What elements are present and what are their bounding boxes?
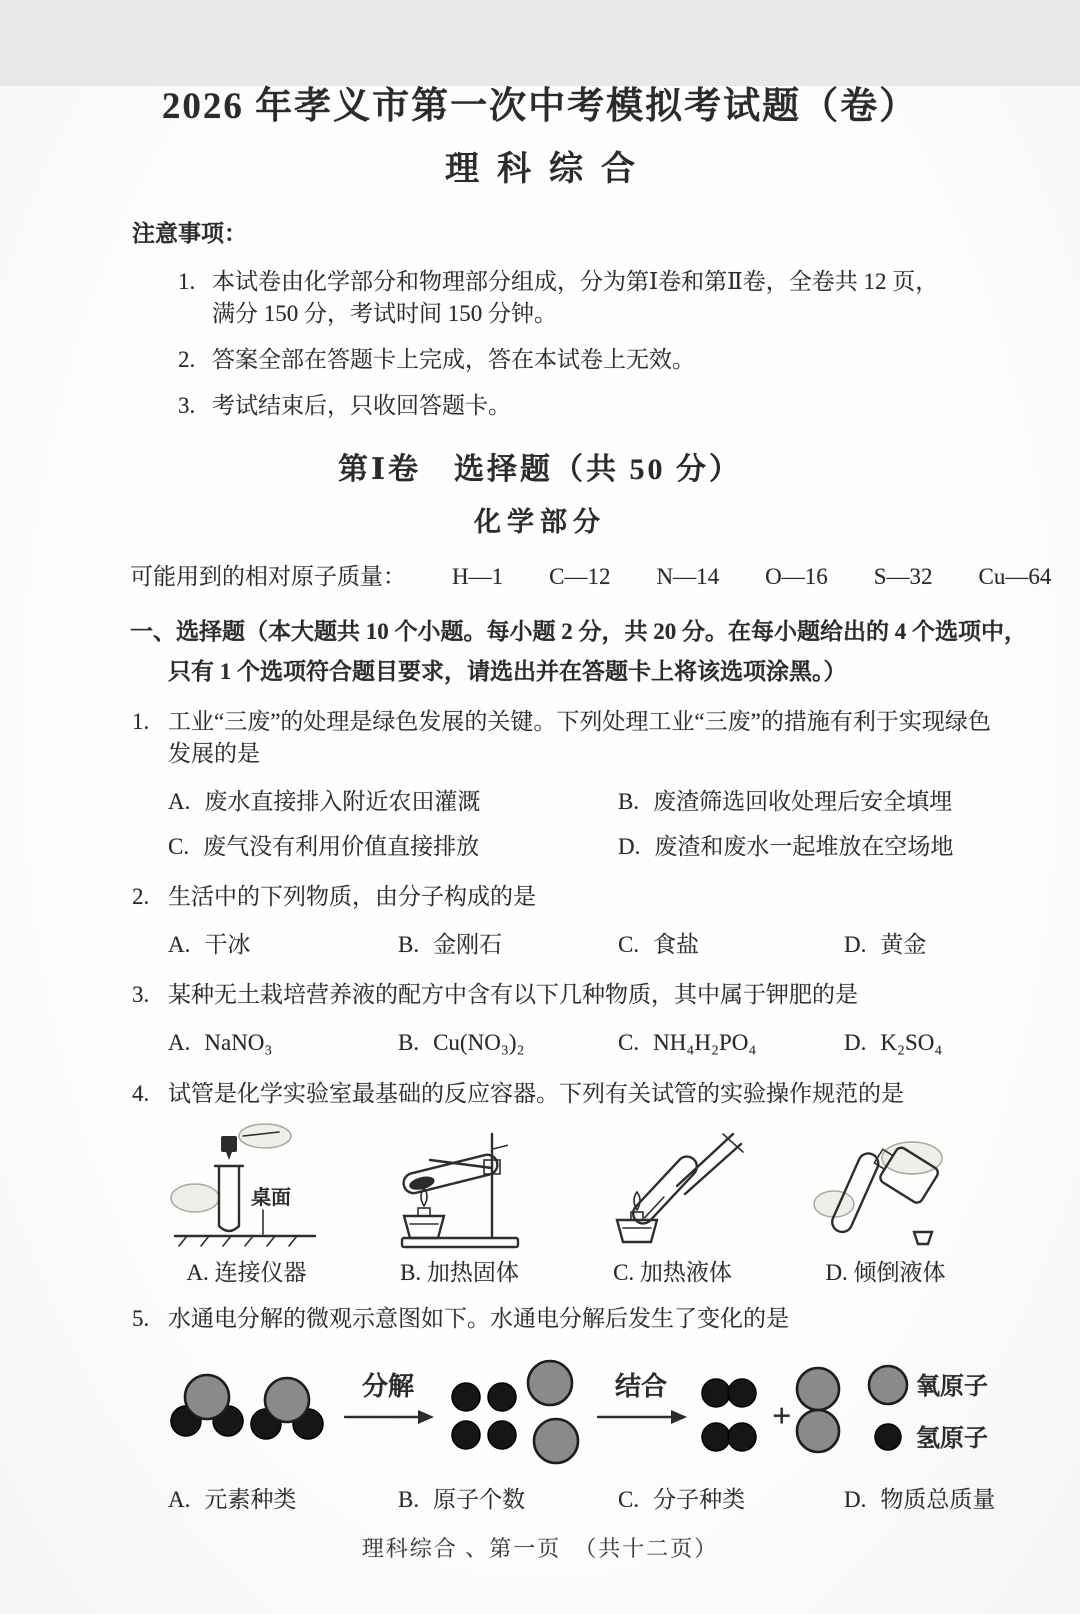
figure-heat-solid (353, 1120, 566, 1287)
option-label: A. (168, 789, 191, 815)
option-text-formula: NH₄H₂PO₄ (653, 1030, 757, 1056)
bottle-stopper-icon (914, 1232, 932, 1244)
atomic-mass-N: N—14 (656, 564, 720, 590)
atomic-mass-O: O—16 (765, 564, 828, 590)
question-text: 某种无土栽培营养液的配方中含有以下几种物质，其中属于钾肥的是 (168, 982, 858, 1008)
oxygen-legend-label: 氧原子 (916, 1373, 988, 1400)
option-label: A. (168, 931, 191, 957)
option-label: D. (844, 1486, 867, 1512)
option-b (398, 1484, 618, 1516)
question-1-options-row-2 (168, 831, 1080, 863)
water-molecule (171, 1375, 243, 1436)
table-surface-label: 桌面 (250, 1186, 291, 1209)
option-text: 黄金 (880, 931, 927, 957)
option-text: 原子个数 (433, 1486, 526, 1512)
question-number: 4. (132, 1080, 150, 1106)
combine-label: 结合 (614, 1371, 668, 1401)
question-number: 1. (132, 709, 150, 735)
option-label: D. (844, 931, 867, 957)
option-label: B. (398, 1486, 420, 1512)
option-text: 元素种类 (204, 1486, 297, 1512)
option-label: B. (618, 789, 640, 815)
option-text-formula: K₂SO₄ (880, 1030, 943, 1056)
notice-item-3 (178, 390, 1080, 422)
hydrogen-legend-label: 氢原子 (916, 1425, 988, 1452)
water-molecule (251, 1378, 323, 1439)
notice-line: 考试结束后，只收回答题卡。 (212, 393, 511, 419)
option-b (618, 786, 952, 818)
pour-liquid-illustration (786, 1120, 986, 1250)
option-a (168, 786, 618, 818)
option-label: B. (398, 931, 420, 957)
oxygen-molecule (797, 1368, 839, 1452)
dropper-stopper-icon (221, 1136, 237, 1152)
atomic-mass-line (130, 561, 1080, 593)
question-5-options (168, 1484, 1080, 1516)
plus-sign: + (772, 1397, 792, 1435)
question-text: 生活中的下列物质，由分子构成的是 (168, 883, 536, 909)
option-text-formula: Cu(NO₃)₂ (433, 1030, 525, 1056)
question-number: 2. (132, 883, 150, 909)
figure-heat-liquid (566, 1120, 779, 1287)
option-b (398, 1027, 618, 1059)
option-label: A. (168, 1030, 191, 1056)
question-line: 工业“三废”的处理是绿色发展的关键。下列处理工业“三废”的措施有利于实现绿色 (168, 709, 991, 735)
option-text: 物质总质量 (880, 1486, 996, 1512)
option-a (168, 1484, 398, 1516)
option-c (618, 1484, 844, 1516)
notice-item-number: 2. (178, 347, 196, 373)
test-tube-icon (219, 1166, 239, 1231)
option-label: A. (168, 1486, 191, 1512)
figure-d-label: D. 倾倒液体 (825, 1259, 946, 1285)
option-text: 废渣和废水一起堆放在空场地 (654, 833, 954, 859)
decompose-label: 分解 (361, 1371, 415, 1401)
option-c (168, 831, 618, 863)
hydrogen-molecule (702, 1423, 756, 1451)
part-1-heading: 第Ⅰ卷 选择题（共 50 分） (337, 453, 743, 487)
option-d (844, 1027, 942, 1059)
question-2 (132, 881, 1080, 913)
option-label: D. (618, 833, 641, 859)
option-c (618, 1027, 844, 1059)
atomic-mass-Cu: Cu—64 (978, 564, 1052, 590)
question-2-options (168, 929, 1080, 961)
option-c (618, 929, 844, 961)
separated-atoms (452, 1361, 578, 1463)
question-text (168, 706, 991, 770)
page-title: 2026 年孝义市第一次中考模拟考试题（卷） (161, 86, 919, 127)
test-tube-holder-icon (677, 1134, 743, 1194)
option-text: 干冰 (204, 931, 251, 957)
hydrogen-atom-icon (875, 1424, 901, 1450)
option-d (618, 831, 953, 863)
question-number: 5. (132, 1305, 150, 1331)
option-text: 食盐 (653, 931, 700, 957)
question-line: 发展的是 (168, 741, 260, 767)
atomic-mass-H: H—1 (452, 564, 504, 590)
option-text: 金刚石 (433, 931, 503, 957)
figure-b-label: B. 加热固体 (400, 1259, 519, 1285)
option-label: C. (618, 1030, 640, 1056)
instruction-line-1: 一、选择题（本大题共 10 个小题。每小题 2 分，共 20 分。在每小题给出的 4 个选项中， (130, 618, 1027, 644)
question-1-options-row-1 (168, 786, 1080, 818)
instruction-line-2: 只有 1 个选项符合题目要求，请选出并在答题卡上将该选项涂黑。） (168, 658, 847, 684)
hand-icon (171, 1184, 219, 1212)
water-electrolysis-diagram (150, 1343, 1080, 1472)
question-4-figures (140, 1120, 1080, 1287)
heat-liquid-illustration (573, 1120, 773, 1250)
figure-c-label: C. 加热液体 (613, 1259, 732, 1285)
option-b (398, 929, 618, 961)
notice-item-number: 3. (178, 393, 196, 419)
page-footer: 理科综合 、第一页 （共十二页） (361, 1536, 719, 1562)
notice-item-number: 1. (178, 268, 196, 294)
atomic-mass-C: C—12 (549, 564, 611, 590)
question-number: 3. (132, 982, 150, 1008)
question-text: 水通电分解的微观示意图如下。水通电分解后发生了变化的是 (168, 1305, 789, 1331)
question-text: 试管是化学实验室最基础的反应容器。下列有关试管的实验操作规范的是 (168, 1080, 904, 1106)
option-text: 废渣筛选回收处理后安全填埋 (653, 789, 953, 815)
option-a (168, 929, 398, 961)
notice-heading: 注意事项： (132, 220, 247, 246)
stand-base-icon (402, 1238, 518, 1247)
notice-item-text (212, 266, 938, 330)
question-3 (132, 979, 1080, 1011)
exam-paper-page (0, 86, 1080, 1614)
question-5 (132, 1303, 1080, 1335)
figure-connect-apparatus (140, 1120, 353, 1287)
notice-line: 本试卷由化学部分和物理部分组成，分为第Ⅰ卷和第Ⅱ卷，全卷共 12 页， (212, 268, 939, 294)
hydrogen-molecule (702, 1379, 756, 1407)
notice-line: 答案全部在答题卡上完成，答在本试卷上无效。 (212, 347, 695, 373)
option-text: 废水直接排入附近农田灌溉 (204, 789, 481, 815)
question-4 (132, 1078, 1080, 1110)
atomic-mass-S: S—32 (873, 564, 933, 590)
flame-icon (634, 1192, 640, 1210)
notice-item-1 (178, 266, 1080, 330)
question-3-options (168, 1027, 1080, 1059)
option-label: D. (844, 1030, 867, 1056)
atomic-mass-label: 可能用到的相对原子质量： (130, 564, 406, 590)
option-a (168, 1027, 398, 1059)
alcohol-lamp-icon (617, 1192, 657, 1242)
option-text: 分子种类 (653, 1486, 746, 1512)
diagram-legend (869, 1366, 988, 1452)
option-label: C. (618, 931, 640, 957)
combine-arrow (598, 1371, 687, 1424)
option-label: C. (168, 833, 190, 859)
question-1 (132, 706, 1080, 770)
figure-pour-liquid (779, 1120, 992, 1287)
chemistry-section-heading: 化学部分 (474, 507, 606, 538)
option-d (844, 1484, 995, 1516)
alcohol-lamp-icon (404, 1188, 444, 1238)
decompose-arrow (345, 1371, 434, 1424)
notice-line: 满分 150 分，考试时间 150 分钟。 (212, 300, 557, 326)
notice-item-2 (178, 344, 1080, 376)
option-label: C. (618, 1486, 640, 1512)
option-label: B. (398, 1030, 420, 1056)
connect-apparatus-illustration (147, 1120, 347, 1250)
test-tube-icon (400, 1145, 513, 1195)
oxygen-atom-icon (869, 1366, 907, 1404)
page-subtitle: 理科综合 (445, 150, 653, 188)
option-text-formula: NaNO₃ (204, 1030, 273, 1056)
option-text: 废气没有利用价值直接排放 (203, 833, 480, 859)
heat-solid-illustration (360, 1120, 560, 1250)
option-d (844, 929, 926, 961)
figure-a-label: A. 连接仪器 (186, 1259, 307, 1285)
